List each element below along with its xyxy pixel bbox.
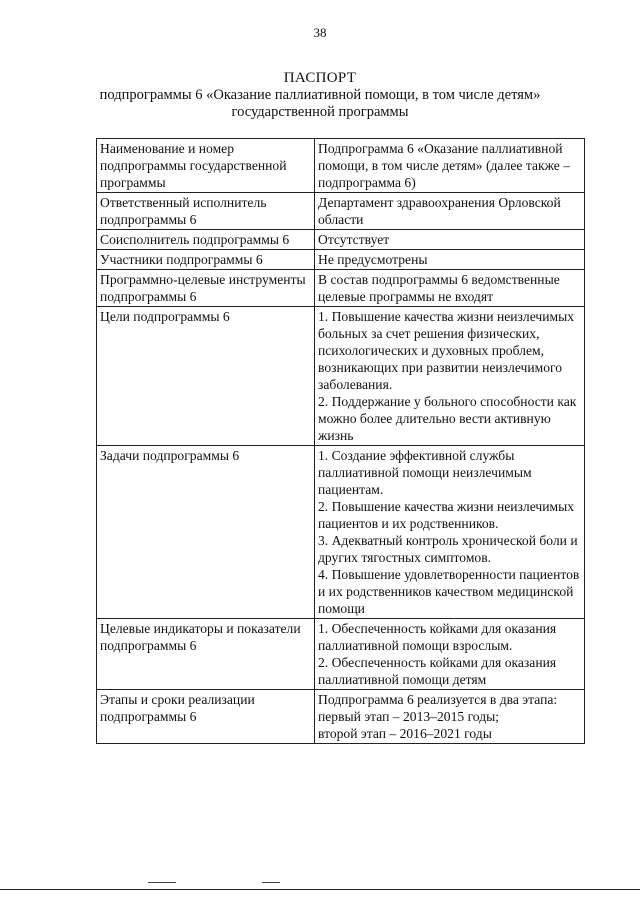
row-value-paragraph: В состав подпрограммы 6 ведомственные целевые программы не входят [318, 272, 560, 304]
passport-table-body [97, 139, 585, 744]
row-value-paragraph: первый этап – 2013–2015 годы; [318, 709, 500, 724]
row-value [315, 270, 585, 307]
row-value [315, 307, 585, 446]
title-main: ПАСПОРТ [283, 70, 357, 86]
row-value-paragraph: 2. Обеспеченность койками для оказания паллиативной помощи детям [318, 655, 557, 687]
row-value [315, 230, 585, 250]
table-row [97, 446, 585, 619]
table-row [97, 270, 585, 307]
row-value-paragraph: 2. Повышение качества жизни неизлечимых пациентов и их родственников. [318, 499, 575, 531]
document-title [0, 70, 640, 121]
row-label: Этапы и сроки реализации подпрограммы 6 [97, 690, 315, 744]
footer-mark [148, 882, 176, 883]
table-row [97, 193, 585, 230]
page-number: 38 [313, 25, 327, 40]
row-value-paragraph: Отсутствует [318, 232, 390, 247]
table-row [97, 250, 585, 270]
table-row [97, 619, 585, 690]
table-row [97, 139, 585, 193]
row-label: Задачи подпрограммы 6 [97, 446, 315, 619]
title-subtitle-2: государственной программы [231, 104, 409, 120]
table-row [97, 690, 585, 744]
row-label: Ответственный исполнитель подпрограммы 6 [97, 193, 315, 230]
row-value-paragraph: Не предусмотрены [318, 252, 428, 267]
row-value-paragraph: Подпрограмма 6 реализуется в два этапа: [318, 692, 558, 707]
table-row [97, 307, 585, 446]
row-value [315, 139, 585, 193]
row-value [315, 619, 585, 690]
row-label: Целевые индикаторы и показатели подпрограммы 6 [97, 619, 315, 690]
row-value [315, 193, 585, 230]
row-label: Участники подпрограммы 6 [97, 250, 315, 270]
row-value-paragraph: 1. Обеспеченность койками для оказания паллиативной помощи взрослым. [318, 621, 557, 653]
row-label: Цели подпрограммы 6 [97, 307, 315, 446]
row-value-paragraph: Департамент здравоохранения Орловской области [318, 195, 561, 227]
row-label: Наименование и номер подпрограммы государственной программы [97, 139, 315, 193]
row-value-paragraph: 4. Повышение удовлетворенности пациентов и их родственников качеством медицинской помощи [318, 567, 580, 616]
row-value-paragraph: 1. Повышение качества жизни неизлечимых больных за счет решения физических, психологических и духовных проблем, возникающих при развитии неизлечимого заболевания. [318, 309, 575, 392]
row-value [315, 250, 585, 270]
row-value-paragraph: 3. Адекватный контроль хронической боли и других тягостных симптомов. [318, 533, 578, 565]
row-value-paragraph: Подпрограмма 6 «Оказание паллиативной помощи, в том числе детям» (далее также – подпрограмма 6) [318, 141, 571, 190]
row-value [315, 690, 585, 744]
row-value-paragraph: 2. Поддержание у больного способности как можно более длительно вести активную жизнь [318, 394, 577, 443]
title-subtitle: подпрограммы 6 «Оказание паллиативной помощи, в том числе детям» [99, 87, 541, 103]
row-label: Программно-целевые инструменты подпрограммы 6 [97, 270, 315, 307]
row-value [315, 446, 585, 619]
row-value-paragraph: 1. Создание эффективной службы паллиативной помощи неизлечимым пациентам. [318, 448, 532, 497]
footer-mark [262, 882, 280, 883]
table-row [97, 230, 585, 250]
row-label: Соисполнитель подпрограммы 6 [97, 230, 315, 250]
footer-rule [0, 889, 640, 890]
passport-table [96, 138, 585, 744]
row-value-paragraph: второй этап – 2016–2021 годы [318, 726, 492, 741]
